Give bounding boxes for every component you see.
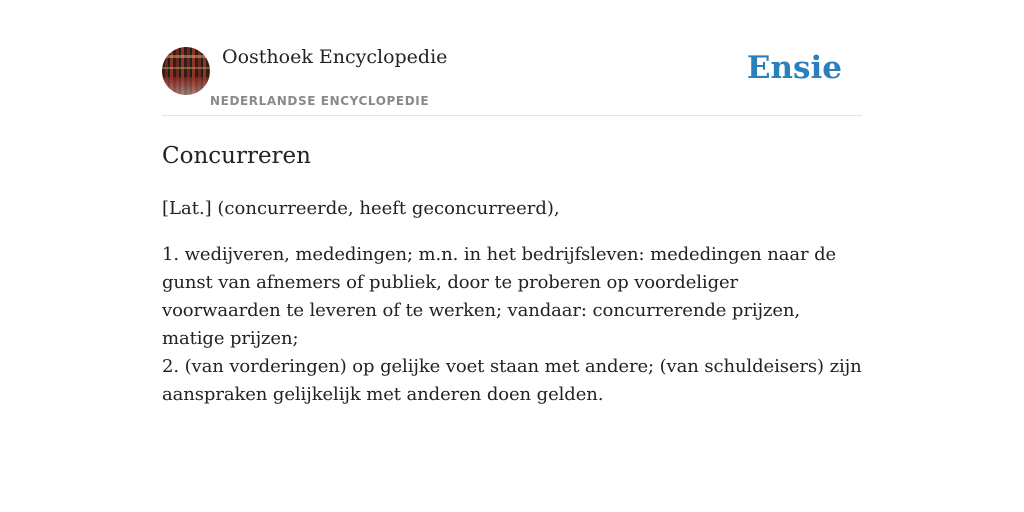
site-title[interactable]: Oosthoek Encyclopedie [222, 46, 448, 68]
definition-item: 1. wedijveren, mededingen; m.n. in het bedrijfsleven: mededingen naar de gunst van afnemers of publiek, door te proberen op voordeliger voorwaarden te leveren of te werken; vandaar: concurrerende prijzen, matige prijzen; [162, 244, 837, 349]
site-header [162, 44, 862, 116]
entry-etymology: [Lat.] (concurreerde, heeft geconcurreerd), [162, 198, 560, 219]
site-subtitle: NEDERLANDSE ENCYCLOPEDIE [210, 94, 430, 108]
ensie-logo-link[interactable]: Ensie [746, 50, 842, 86]
encyclopedia-books-avatar[interactable] [162, 47, 210, 95]
entry-title: Concurreren [162, 143, 311, 169]
avatar-band [162, 77, 210, 95]
page-container [162, 44, 862, 409]
definition-item: 2. (van vorderingen) op gelijke voet staan met andere; (van schuldeisers) zijn aanspraken gelijkelijk met anderen doen gelden. [162, 356, 862, 405]
entry-definitions [162, 241, 862, 409]
